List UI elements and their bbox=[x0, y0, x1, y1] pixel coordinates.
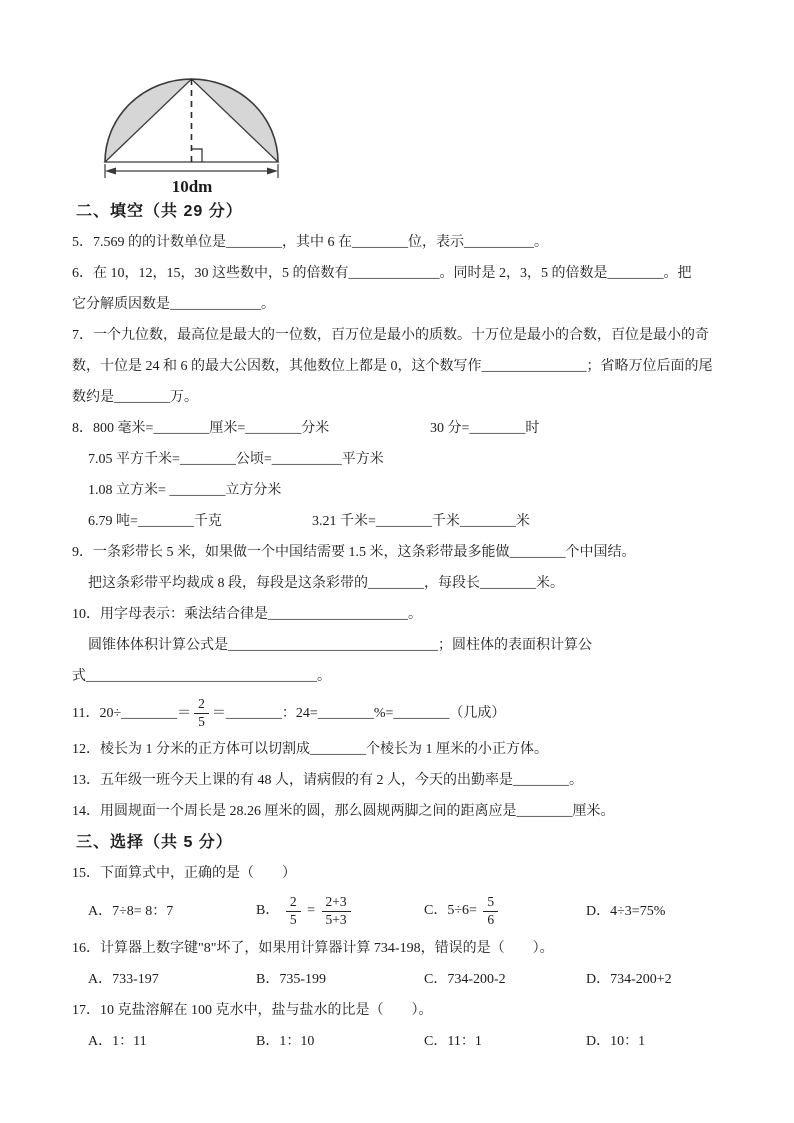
q17-option-b: B．1：10 bbox=[256, 1034, 315, 1049]
question-9-line-2: 把这条彩带平均裁成 8 段，每段是这条彩带的________，每段长________米。 bbox=[88, 576, 564, 591]
fraction-numerator: 2 bbox=[286, 894, 301, 911]
q15-option-c-text: C．5÷6= bbox=[424, 903, 477, 919]
fraction-denominator: 5+3 bbox=[325, 911, 347, 927]
fraction-two-fifths bbox=[194, 696, 209, 729]
fraction-sum bbox=[322, 894, 351, 927]
q15-option-d: D．4÷3=75% bbox=[586, 903, 666, 919]
q8-row1-left: 8．800 毫米=________厘米=________分米 bbox=[72, 421, 330, 436]
question-9-line-1: 9．一条彩带长 5 米，如果做一个中国结需要 1.5 米，这条彩带最多能做________个中国结。 bbox=[72, 545, 636, 560]
question-6-line-2: 它分解质因数是_____________。 bbox=[72, 297, 275, 312]
q15-option-b-equals: = bbox=[307, 903, 315, 919]
q16-option-d: D．734-200+2 bbox=[586, 972, 672, 987]
q17-option-d: D．10：1 bbox=[586, 1034, 646, 1049]
choice-section-heading: 三、选择（共 5 分） bbox=[76, 834, 233, 851]
arrowhead-right bbox=[267, 168, 278, 175]
q15-option-b bbox=[256, 894, 424, 927]
question-11 bbox=[0, 692, 794, 734]
question-7-line-3: 数约是________万。 bbox=[72, 390, 198, 405]
question-5: 5．7.569 的的计数单位是________，其中 6 在________位，表示__________。 bbox=[72, 235, 548, 250]
fill-section-heading: 二、填空（共 29 分） bbox=[76, 203, 243, 220]
q16-option-a: A．733-197 bbox=[88, 972, 159, 987]
question-8-row-1 bbox=[0, 413, 794, 444]
q15-option-b-label: B． bbox=[256, 903, 280, 919]
fraction-denominator: 6 bbox=[487, 911, 495, 927]
fraction-five-sixths bbox=[483, 894, 498, 927]
question-6-line-1: 6．在 10，12，15，30 这些数中，5 的倍数有_____________。同时是 2，3，5 的倍数是________。把 bbox=[72, 266, 692, 281]
q11-pre-text: 11．20÷________＝ bbox=[72, 705, 192, 721]
question-10-line-2: 圆锥体体积计算公式是______________________________；圆柱体的表面积计算公 bbox=[88, 638, 592, 653]
q16-option-c: C．734-200-2 bbox=[424, 972, 506, 987]
fraction-denominator: 5 bbox=[289, 911, 297, 927]
q17-option-a: A．1：11 bbox=[88, 1034, 147, 1049]
question-8-row-2: 7.05 平方千米=________公顷=__________平方米 bbox=[88, 452, 384, 467]
question-7-line-2: 数，十位是 24 和 6 的最大公因数，其他数位上都是 0，这个数写作_______________；省略万位后面的尾 bbox=[72, 359, 713, 374]
q8-row1-right: 30 分=________时 bbox=[430, 421, 540, 436]
question-14: 14．用圆规面一个周长是 28.26 厘米的圆，那么圆规两脚之间的距离应是________厘米。 bbox=[72, 804, 615, 819]
question-10-line-1: 10．用字母表示：乘法结合律是____________________。 bbox=[72, 607, 422, 622]
q15-option-a: A．7÷8= 8：7 bbox=[88, 903, 174, 919]
dimension-label: 10dm bbox=[171, 177, 213, 196]
q11-post-text: ＝________：24=________%=________（几成） bbox=[211, 705, 506, 721]
q15-option-c bbox=[424, 894, 586, 927]
right-angle-mark bbox=[192, 149, 203, 162]
fraction-numerator: 2+3 bbox=[322, 894, 351, 911]
semicircle-figure bbox=[98, 74, 290, 198]
q8-row4-left: 6.79 吨=________千克 bbox=[88, 514, 222, 529]
question-8-row-4 bbox=[0, 506, 794, 537]
q17-option-c: C．11：1 bbox=[424, 1034, 482, 1049]
question-15-stem: 15．下面算式中，正确的是（ ） bbox=[72, 866, 296, 881]
arrowhead-left bbox=[105, 168, 116, 175]
fraction-numerator: 5 bbox=[483, 894, 498, 911]
question-13: 13．五年级一班今天上课的有 48 人，请病假的有 2 人，今天的出勤率是________。 bbox=[72, 773, 583, 788]
question-17-stem: 17．10 克盐溶解在 100 克水中，盐与盐水的比是（ ）。 bbox=[72, 1003, 433, 1018]
question-12: 12．棱长为 1 分米的正方体可以切割成________个棱长为 1 厘米的小正方体。 bbox=[72, 742, 548, 757]
question-16-options bbox=[0, 964, 794, 995]
question-8-row-3: 1.08 立方米= ________立方分米 bbox=[88, 483, 282, 498]
fraction-numerator: 2 bbox=[194, 696, 209, 713]
question-7-line-1: 7．一个九位数，最高位是最大的一位数，百万位是最小的质数。十万位是最小的合数，百位是最小的奇 bbox=[72, 328, 709, 343]
q16-option-b: B．735-199 bbox=[256, 972, 326, 987]
fraction-two-fifths bbox=[286, 894, 301, 927]
question-17-options bbox=[0, 1026, 794, 1057]
question-15-options bbox=[0, 889, 794, 933]
question-10-line-3: 式_________________________________。 bbox=[72, 669, 331, 684]
fraction-denominator: 5 bbox=[198, 713, 205, 729]
q8-row4-right: 3.21 千米=________千米________米 bbox=[312, 514, 530, 529]
question-16-stem: 16．计算器上数字键"8"坏了，如果用计算器计算 734-198，错误的是（ ）。 bbox=[72, 941, 554, 956]
